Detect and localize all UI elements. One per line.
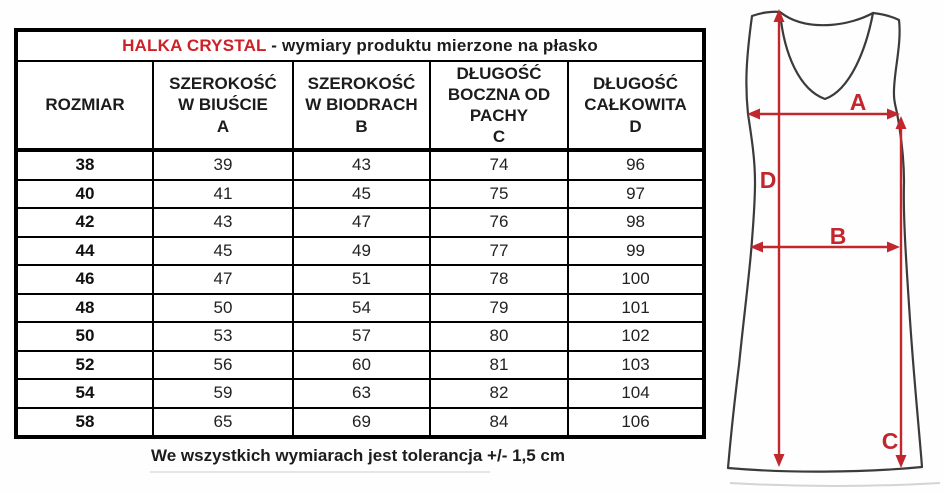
measurement-cell: 65 [153,408,293,438]
title-suffix: - wymiary produktu mierzone na płasko [266,36,598,55]
measurement-cell: 98 [568,208,704,237]
measurement-cell: 59 [153,379,293,408]
measurement-cell: 45 [293,180,430,209]
size-cell: 46 [16,265,153,294]
measurement-cell: 60 [293,351,430,380]
measure-arrow-b [750,223,900,253]
table-title-row [16,30,704,61]
measurement-cell: 57 [293,322,430,351]
measure-arrow-d [760,9,785,467]
measurement-cell: 81 [430,351,568,380]
size-row [16,180,704,209]
size-cell: 58 [16,408,153,438]
measurement-cell: 77 [430,237,568,266]
size-cell: 50 [16,322,153,351]
measurement-cell: 54 [293,294,430,323]
measurement-cell: 79 [430,294,568,323]
column-header-row [16,61,704,150]
hem-shadow [730,483,940,486]
measurement-cell: 103 [568,351,704,380]
measurement-cell: 74 [430,150,568,180]
size-cell: 54 [16,379,153,408]
column-header: SZEROKOŚĆ W BIUŚCIE A [153,61,293,150]
measurement-cell: 39 [153,150,293,180]
size-cell: 40 [16,180,153,209]
label-b: B [829,223,847,249]
back-neckline [780,12,873,25]
scan-artifact-line [150,471,490,473]
measurement-cell: 99 [568,237,704,266]
measurement-cell: 106 [568,408,704,438]
label-d: D [759,167,777,193]
size-cell: 42 [16,208,153,237]
product-name: HALKA CRYSTAL [122,36,267,55]
size-row [16,265,704,294]
measurement-cell: 96 [568,150,704,180]
measurement-cell: 84 [430,408,568,438]
column-header: DŁUGOŚĆ CAŁKOWITA D [568,61,704,150]
measurement-cell: 69 [293,408,430,438]
measurement-cell: 41 [153,180,293,209]
size-row [16,294,704,323]
column-header: SZEROKOŚĆ W BIODRACH B [293,61,430,150]
table-title [16,30,704,61]
measurement-cell: 47 [153,265,293,294]
measurement-cell: 80 [430,322,568,351]
measurement-cell: 102 [568,322,704,351]
column-header: DŁUGOŚĆ BOCZNA OD PACHY C [430,61,568,150]
measurement-cell: 47 [293,208,430,237]
size-row [16,408,704,438]
size-cell: 44 [16,237,153,266]
measurement-cell: 63 [293,379,430,408]
size-row [16,379,704,408]
measurement-cell: 53 [153,322,293,351]
measurement-cell: 78 [430,265,568,294]
size-row [16,150,704,180]
size-row [16,208,704,237]
label-a: A [849,89,867,115]
tolerance-note: We wszystkich wymiarach jest tolerancja +/- 1,5 cm [150,446,566,465]
measurement-cell: 104 [568,379,704,408]
measurement-cell: 45 [153,237,293,266]
measurement-cell: 76 [430,208,568,237]
size-table [14,28,706,439]
measure-arrow-a [747,89,900,120]
measurement-cell: 50 [153,294,293,323]
size-row [16,322,704,351]
measurement-cell: 101 [568,294,704,323]
measurement-cell: 56 [153,351,293,380]
measurement-cell: 100 [568,265,704,294]
measurement-cell: 51 [293,265,430,294]
size-row [16,351,704,380]
measurement-cell: 49 [293,237,430,266]
size-cell: 52 [16,351,153,380]
size-cell: 38 [16,150,153,180]
label-c: C [881,428,899,454]
dress-outline [728,12,922,472]
measurement-cell: 82 [430,379,568,408]
measurement-cell: 97 [568,180,704,209]
size-cell: 48 [16,294,153,323]
size-row [16,237,704,266]
measurement-cell: 43 [153,208,293,237]
column-header: ROZMIAR [16,61,153,150]
measurement-cell: 43 [293,150,430,180]
measurement-cell: 75 [430,180,568,209]
dress-diagram [700,0,944,493]
